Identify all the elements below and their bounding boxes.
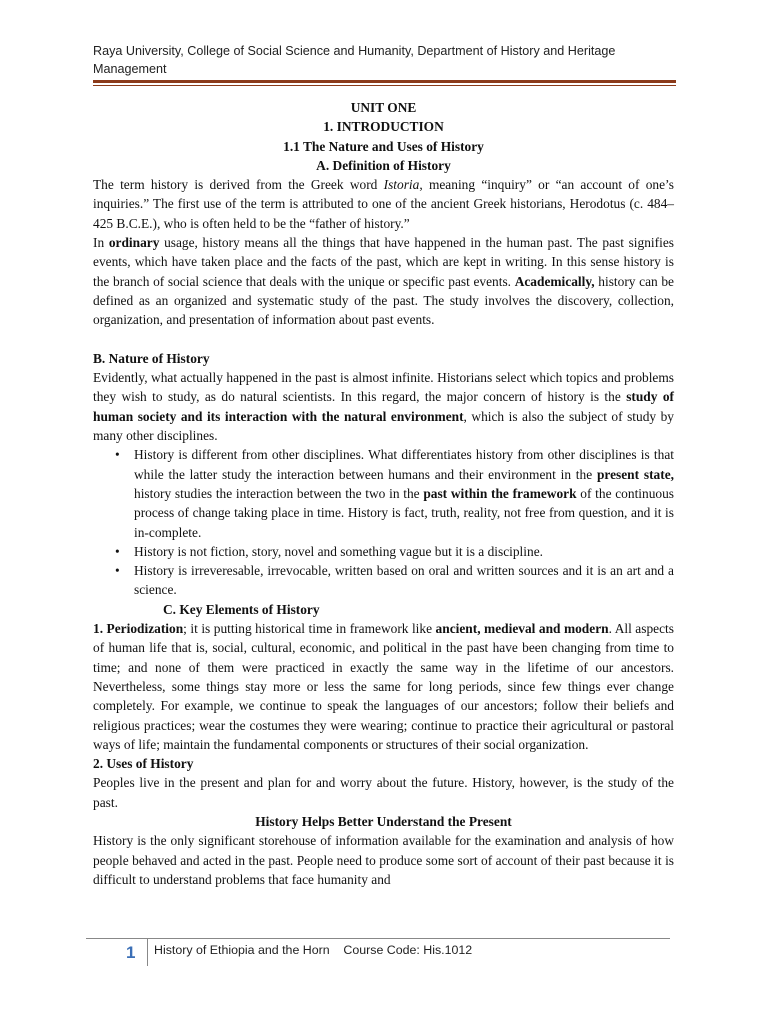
list-item: • History is not fiction, story, novel and something vague but it is a discipline. [93,542,674,561]
list-item: • History is different from other disciplines. What differentiates history from other disciplines is that while the latter study the interaction between humans and their environment in the present state, history studies the interaction between the two in the past within the framework of the continuous process of change taking place in time. History is fact, truth, reality, not free from question, and it is in-complete. [115,447,674,540]
definition-heading: A. Definition of History [316,157,451,173]
uses-paragraph: Peoples live in the present and plan for and worry about the future. History, however, is the study of the past. [93,775,674,810]
list-item: • History is irreveresable, irrevocable, written based on oral and written sources and it is an art and a science. [115,563,674,598]
key-elements-heading: C. Key Elements of History [163,601,320,617]
header-rule-thick [93,80,676,83]
unit-title: UNIT ONE [350,100,417,115]
periodization-paragraph: 1. Periodization; it is putting historical time in framework like ancient, medieval and modern. All aspects of human life that is, social, cultural, economic, and political in the past have been changing from time to time; and none of them were practiced in exactly the same way in the lifetime of our ancestors. Nevertheless, some things stay more or less the same for long periods, since few things ever change completely. For example, we continue to speak the languages of our ancestors; follow their beliefs and religious practices; wear the costumes they were wearing; continue to practice their agricultural or pastoral ways of life; maintain the fundamental components or structures of their social organization. [93,621,674,752]
uses-subheading: History Helps Better Understand the Present [255,813,512,829]
footer-rule [86,938,670,939]
bullet-icon: • [115,447,120,463]
footer-divider [147,938,148,966]
header-rule-thin [93,85,676,86]
page-number: 1 [126,943,136,962]
page-header: Raya University, College of Social Science and Humanity, Department of History and Heritage Management [93,44,616,76]
uses-heading: 2. Uses of History [93,756,194,772]
intro-title: 1. INTRODUCTION [323,119,444,135]
nature-heading: B. Nature of History [93,350,210,366]
greek-word: Istoria [383,177,420,193]
section-title: 1.1 The Nature and Uses of History [283,138,484,154]
bullet-icon: • [115,543,120,559]
definition-paragraph-1: The term history is derived from the Greek word Istoria, meaning “inquiry” or “an account of one’s inquiries.” The first use of the term is attributed to one of the ancient Greek historians, Herodotus (c. 484–425 B.C.E.), who is often held to be the “father of history.” [93,177,674,231]
nature-paragraph: Evidently, what actually happened in the past is almost infinite. Historians select which topics and problems they wish to study, as do natural scientists. In this regard, the major concern of history is the study of human society and its interaction with the natural environment, which is also the subject of study by many other disciplines. [93,370,674,444]
footer-course-info: History of Ethiopia and the Horn Course Code: His.1012 [154,943,473,957]
nature-bullet-list [93,445,674,599]
definition-paragraph-2: In ordinary usage, history means all the things that have happened in the human past. The past signifies events, which have taken place and the facts of the past, which are kept in writing. In this sense history is the branch of social science that deals with the unique or specific past events. Academically, history can be defined as an organized and systematic study of the past. The study involves the discovery, collection, organization, and presentation of information about past events. [93,235,674,328]
document-body [93,98,674,889]
uses-paragraph-2: History is the only significant storehouse of information available for the examination and analysis of how people behaved and acted in the past. People need to produce some sort of account of their past because it is difficult to understand problems that face humanity and [93,833,674,887]
spacer [93,330,674,349]
bullet-icon: • [115,563,120,579]
